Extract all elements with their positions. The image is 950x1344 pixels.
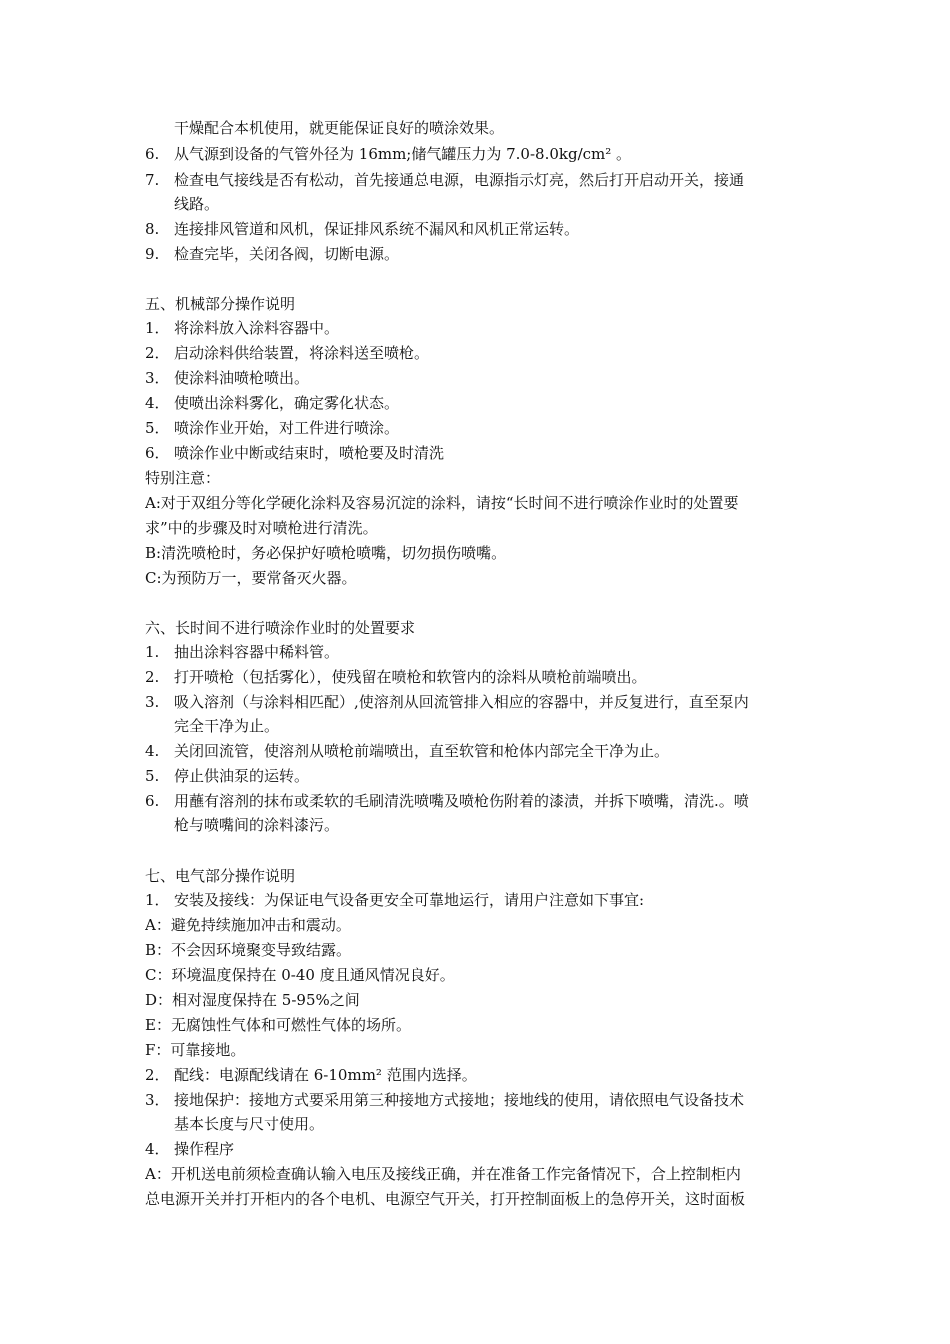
intro-continuation: 干燥配合本机使用，就更能保证良好的喷涂效果。 xyxy=(174,119,505,137)
section-title: 七、电气部分操作说明 xyxy=(145,867,296,885)
list-item xyxy=(145,890,815,910)
section-title: 五、机械部分操作说明 xyxy=(145,295,296,313)
list-item xyxy=(145,219,815,239)
list-item xyxy=(145,1065,815,1085)
sub-item: A：避免持续施加冲击和震动。 xyxy=(145,916,351,934)
item-continuation: 枪与喷嘴间的涂料漆污。 xyxy=(174,816,340,834)
item-continuation: 线路。 xyxy=(174,195,220,213)
note-c: C:为预防万一，要常备灭火器。 xyxy=(145,569,357,587)
item-number: 5. xyxy=(145,767,160,785)
list-item xyxy=(145,144,815,164)
sub-item: F：可靠接地。 xyxy=(145,1041,246,1059)
list-item xyxy=(145,443,815,463)
item-text: 连接排风管道和风机，保证排风系统不漏风和风机正常运转。 xyxy=(174,220,580,238)
list-item xyxy=(145,393,815,413)
item-text: 抽出涂料容器中稀料管。 xyxy=(174,643,340,661)
item-number: 9. xyxy=(145,245,160,263)
item-number: 3. xyxy=(145,693,160,711)
operation-a-continuation: 总电源开关并打开柜内的各个电机、电源空气开关，打开控制面板上的急停开关，这时面板 xyxy=(145,1190,746,1208)
item-text: 关闭回流管，使溶剂从喷枪前端喷出，直至软管和枪体内部完全干净为止。 xyxy=(174,742,670,760)
item-text: 配线：电源配线请在 6-10mm² 范围内选择。 xyxy=(174,1066,477,1084)
note-a: A:对于双组分等化学硬化涂料及容易沉淀的涂料，请按“长时间不进行喷涂作业时的处置要 xyxy=(145,494,739,512)
item-text: 接地保护：接地方式要采用第三种接地方式接地；接地线的使用，请依照电气设备技术 xyxy=(174,1091,745,1109)
note-label: 特别注意： xyxy=(145,469,221,487)
list-item xyxy=(145,1090,815,1110)
item-number: 5． xyxy=(145,419,170,437)
item-number: 6． xyxy=(145,444,170,462)
sub-item: D：相对湿度保持在 5-95%之间 xyxy=(145,991,360,1009)
list-item xyxy=(145,766,815,786)
list-item xyxy=(145,1139,815,1159)
sub-item: B：不会因环境聚变导致结露。 xyxy=(145,941,352,959)
item-text: 安装及接线：为保证电气设备更安全可靠地运行，请用户注意如下事宜: xyxy=(174,891,645,909)
item-text: 检查完毕，关闭各阀，切断电源。 xyxy=(174,245,400,263)
list-item xyxy=(145,318,815,338)
item-number: 4． xyxy=(145,394,170,412)
sub-item: C：环境温度保持在 0-40 度且通风情况良好。 xyxy=(145,966,455,984)
list-item xyxy=(145,368,815,388)
item-number: 8. xyxy=(145,220,160,238)
note-b: B:清洗喷枪时，务必保护好喷枪喷嘴，切勿损伤喷嘴。 xyxy=(145,544,507,562)
item-text: 将涂料放入涂料容器中。 xyxy=(174,319,340,337)
list-item xyxy=(145,642,815,662)
sub-item: E：无腐蚀性气体和可燃性气体的场所。 xyxy=(145,1016,411,1034)
item-number: 2． xyxy=(145,1066,170,1084)
item-number: 7. xyxy=(145,171,160,189)
item-number: 4. xyxy=(145,742,160,760)
item-text: 喷涂作业开始，对工件进行喷涂。 xyxy=(174,419,400,437)
list-item xyxy=(145,692,815,712)
item-number: 1． xyxy=(145,891,170,909)
list-item xyxy=(145,418,815,438)
item-continuation: 基本长度与尺寸使用。 xyxy=(174,1115,325,1133)
item-number: 1． xyxy=(145,319,170,337)
item-text: 从气源到设备的气管外径为 16mm;储气罐压力为 7.0-8.0kg/cm² 。 xyxy=(174,145,632,163)
list-item xyxy=(145,667,815,687)
item-text: 启动涂料供给装置，将涂料送至喷枪。 xyxy=(174,344,430,362)
item-text: 使涂料油喷枪喷出。 xyxy=(174,369,310,387)
list-item xyxy=(145,791,815,811)
section-title: 六、长时间不进行喷涂作业时的处置要求 xyxy=(145,619,416,637)
item-text: 使喷出涂料雾化，确定雾化状态。 xyxy=(174,394,400,412)
item-number: 2. xyxy=(145,668,160,686)
list-item xyxy=(145,343,815,363)
item-number: 6. xyxy=(145,145,160,163)
item-text: 检查电气接线是否有松动，首先接通总电源，电源指示灯亮，然后打开启动开关，接通 xyxy=(174,171,745,189)
item-continuation: 完全干净为止。 xyxy=(174,717,280,735)
item-number: 3． xyxy=(145,1091,170,1109)
item-number: 4． xyxy=(145,1140,170,1158)
item-text: 喷涂作业中断或结束时，喷枪要及时清洗 xyxy=(174,444,445,462)
item-text: 停止供油泵的运转。 xyxy=(174,767,310,785)
item-text: 操作程序 xyxy=(174,1140,235,1158)
list-item xyxy=(145,741,815,761)
list-item xyxy=(145,170,815,190)
item-number: 3． xyxy=(145,369,170,387)
item-text: 打开喷枪（包括雾化），使残留在喷枪和软管内的涂料从喷枪前端喷出。 xyxy=(174,668,647,686)
item-number: 1. xyxy=(145,643,160,661)
item-text: 吸入溶剂（与涂料相匹配）,使溶剂从回流管排入相应的容器中，并反复进行，直至泵内 xyxy=(174,693,749,711)
operation-a: A：开机送电前须检查确认输入电压及接线正确，并在准备工作完备情况下，合上控制柜内 xyxy=(145,1165,741,1183)
list-item xyxy=(145,244,815,264)
item-text: 用蘸有溶剂的抹布或柔软的毛刷清洗喷嘴及喷枪伤附着的漆渍，并拆下喷嘴，清洗.。喷 xyxy=(174,792,749,810)
note-a-continuation: 求”中的步骤及时对喷枪进行清洗。 xyxy=(145,519,378,537)
item-number: 2． xyxy=(145,344,170,362)
item-number: 6. xyxy=(145,792,160,810)
